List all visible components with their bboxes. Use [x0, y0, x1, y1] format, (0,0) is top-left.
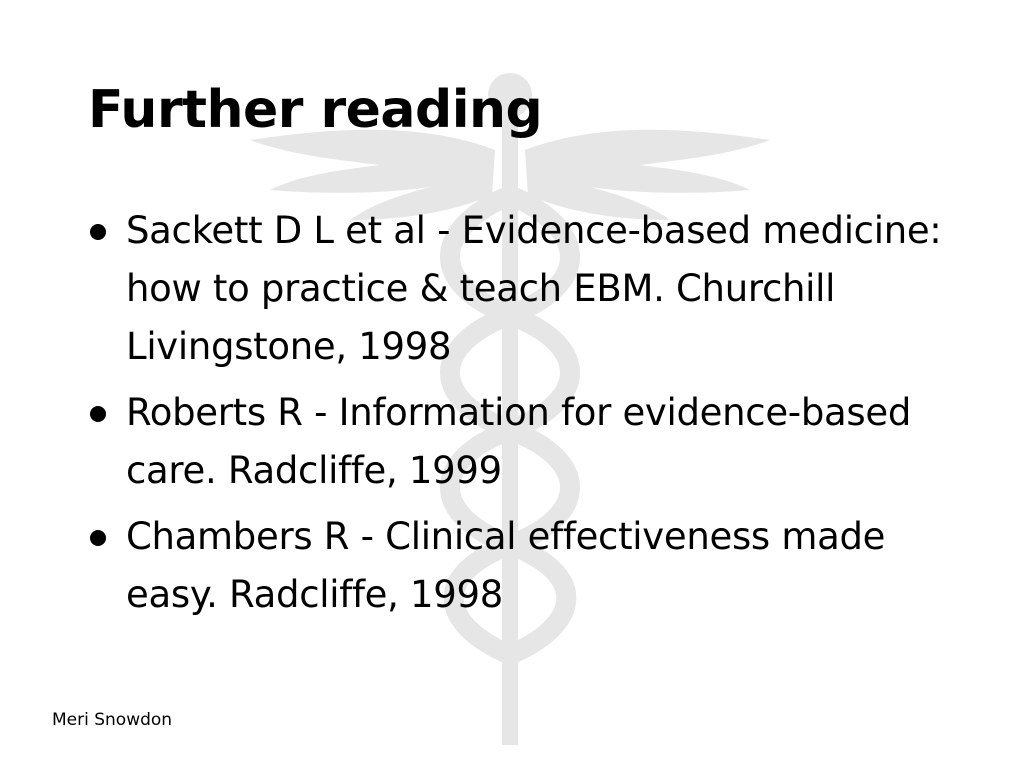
slide-title: Further reading: [88, 80, 543, 140]
bullet-icon: [90, 224, 106, 240]
reference-list: [88, 202, 968, 632]
footer-author: Meri Snowdon: [52, 710, 173, 730]
list-item: [88, 384, 968, 500]
bullet-icon: [90, 406, 106, 422]
bullet-icon: [90, 530, 106, 546]
reference-text: Sackett D L et al - Evidence-based medicine: how to practice & teach EBM. Churchill Livingstone, 1998: [126, 209, 942, 368]
reference-text: Chambers R - Clinical effectiveness made easy. Radcliffe, 1998: [126, 515, 886, 616]
list-item: [88, 202, 968, 376]
list-item: [88, 508, 968, 624]
reference-text: Roberts R - Information for evidence-based care. Radcliffe, 1999: [126, 391, 912, 492]
